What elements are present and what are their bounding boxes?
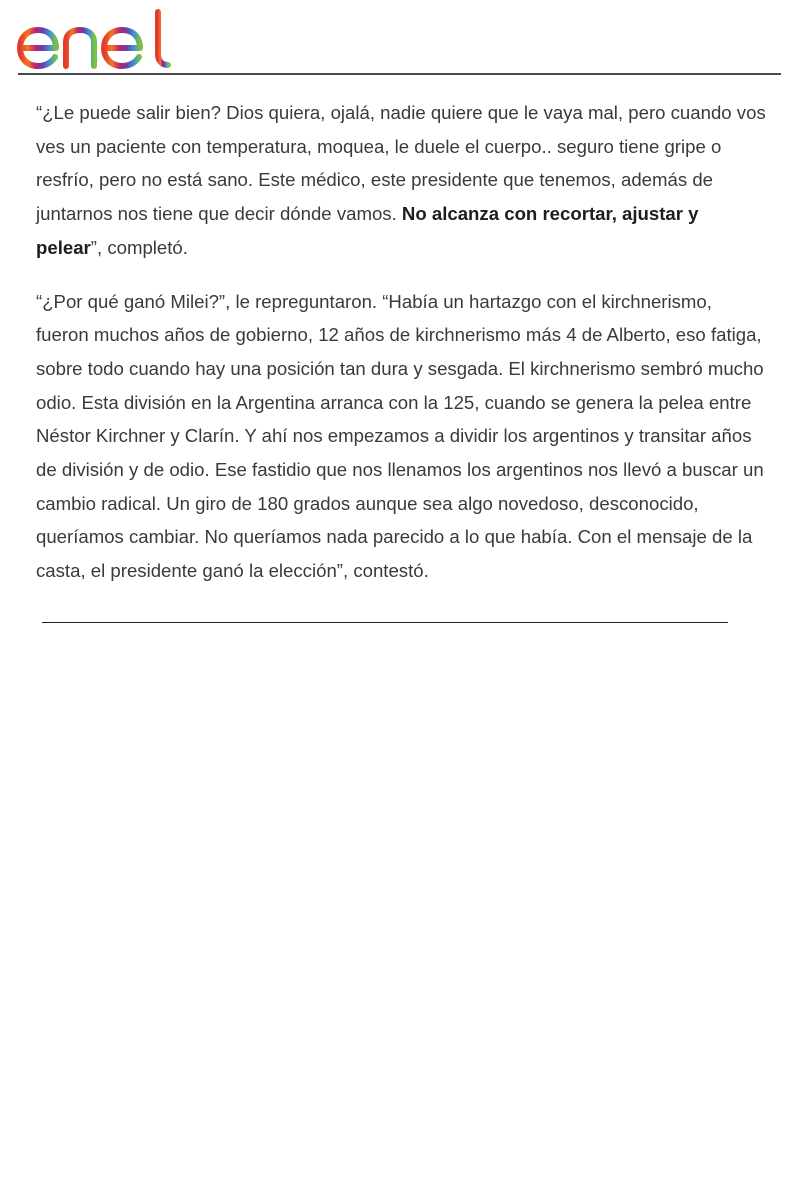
ad-banner[interactable]: [0, 0, 800, 76]
article-paragraph: [36, 96, 766, 265]
header-divider: [18, 73, 781, 75]
article-paragraph: “¿Por qué ganó Milei?”, le repreguntaron. “Había un hartazgo con el kirchnerismo, fueron muchos años de gobierno, 12 años de kirchnerismo más 4 de Alberto, eso fatiga, sobre todo cuando hay una posición tan dura y sesgada. El kirchnerismo sembró mucho odio. Esta división en la Argentina arranca con la 125, cuando se genera la pelea entre Néstor Kirchner y Clarín. Y ahí nos empezamos a dividir los argentinos y transitar años de división y de odio. Ese fastidio que nos llenamos los argentinos nos llevó a buscar un cambio radical. Un giro de 180 grados aunque sea algo novedoso, desconocido, queríamos cambiar. No queríamos nada parecido a lo que había. Con el mensaje de la casta, el presidente ganó la elección”, contestó.: [36, 290, 764, 582]
bold-quote: No alcanza con recortar, ajustar y pelear: [36, 203, 699, 258]
article-body: [36, 96, 766, 608]
paragraph-text: “¿Le puede salir bien? Dios quiera, ojalá, nadie quiere que le vaya mal, pero cuando vos ves un paciente con temperatura, moquea, le duele el cuerpo.. seguro tiene gripe o resfrío, pero no está sano. Este médico, este presidente que tenemos, además de juntarnos nos tiene que decir dónde vamos.: [36, 102, 766, 225]
article-end-divider: [42, 622, 728, 623]
enel-logo[interactable]: [16, 6, 180, 70]
paragraph-text: ”, completó.: [90, 236, 188, 258]
